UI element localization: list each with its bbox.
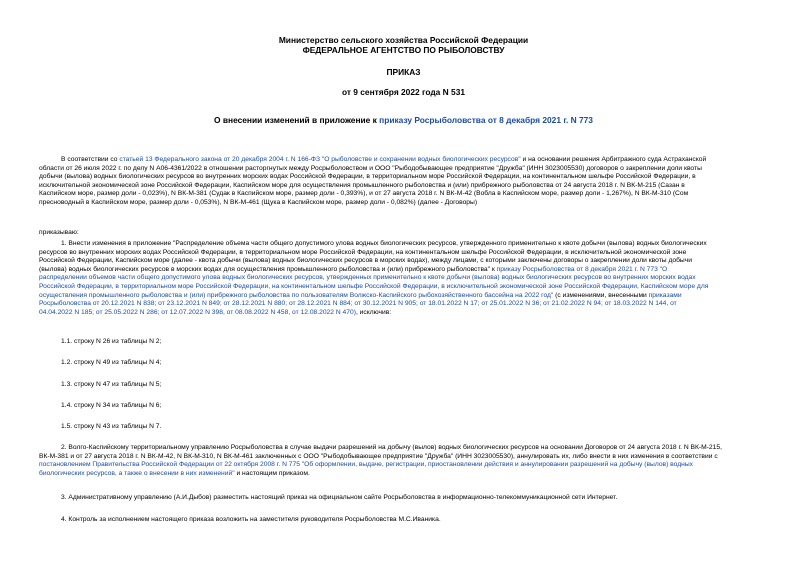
list-item: 1.1. строку N 26 из таблицы N 2; xyxy=(61,338,162,345)
link-amending-orders[interactable]: приказами xyxy=(648,291,682,299)
list-item: 1.4. строку N 34 из таблицы N 6; xyxy=(61,402,162,409)
paragraph-text: и настоящим приказом. xyxy=(234,469,310,477)
preamble-line: исключительной экономической зоне Российской Федерации, Каспийском море для осуществления промышленного рыболовства и (или) прибрежного рыболовства от 24 августа 2018 г. N ВК-М-215 (Сазан в xyxy=(39,181,685,189)
paragraph-3: 3. Административному управлению (А.И.Дыбов) разместить настоящий приказ на официальном сайте Росрыболовства в информационно-телекоммуникационной сети Интернет. xyxy=(61,494,618,501)
link-amending-orders-list[interactable]: Росрыболовства от 20.12.2021 N 838; от 23.12.2021 N 849; от 28.12.2021 N 880; от 28.12.2021 N 884; от 30.12.2021 N 905; от 18.01.2022 N 17; от 25.01.2022 N 36; от 21.02.2022 N 94; от 18.03.2022 N 144, от xyxy=(39,300,677,308)
paragraph-line: 1. Внести изменения в приложение "Распределение объема части общего допустимого улова водных биологических ресурсов, утвержденного применительно к квоте добычи (вылова) водных биологических xyxy=(61,240,707,247)
link-amending-orders-list[interactable]: 04.04.2022 N 185; от 25.05.2022 N 286; от 12.07.2022 N 398, от 08.08.2022 N 458, от 12.08.2022 N 470) xyxy=(39,308,356,316)
paragraph-2 xyxy=(39,444,807,478)
paragraph-text: , исключив: xyxy=(355,308,392,316)
list-item: 1.2. строку N 49 из таблицы N 4; xyxy=(61,359,162,366)
preamble-line: области от 26 июля 2022 г. по делу N А06-4361/2022 в отношении расторгнутых между Росрыболовством и ООО "Рыбодобывающее предприятие "Дружба" (ИНН 3023005530) договоров о закреплении доли квоты xyxy=(39,164,702,172)
preamble-line: добычи (вылова) водных биологических ресурсов во внутренних морских водах Российской Федерации, в территориальном море Российской Федерации, на континентальном шельфе Российской Федерации, в xyxy=(39,173,696,181)
link-law-166fz[interactable]: статьей 13 Федерального закона от 20 декабря 2004 г. N 166-ФЗ "О рыболовстве и сохранении водных биологических ресурсов" xyxy=(119,156,521,163)
title-link-order-773[interactable]: приказу Росрыболовства от 8 декабря 2021 г. N 773 xyxy=(379,115,593,125)
paragraph-text: (с изменениями, внесенными xyxy=(553,291,649,299)
paragraph-line xyxy=(39,309,807,318)
list-item: 1.5. строку N 43 из таблицы N 7. xyxy=(61,423,162,430)
link-order-773[interactable]: приказу Росрыболовства от 8 декабря 2021 г. N 773 "О xyxy=(496,265,668,273)
paragraph-line xyxy=(39,292,807,301)
link-order-773-cont[interactable]: осуществления промышленного рыболовства и (или) прибрежного рыболовства по пользователям Волжско-Каспийского рыбохозяйственного бассейна на 2022 год" xyxy=(39,291,554,299)
document-type: ПРИКАЗ xyxy=(386,67,421,77)
ministry-name: Министерство сельского хозяйства Российской Федерации xyxy=(278,35,529,45)
preamble-line: пресноводный в Каспийском море, размер доли - 0,053%), N ВК-М-461 (Щука в Каспийском море, размер доли - 0,082%) (далее - Договоры) xyxy=(39,198,478,206)
preamble-line: Каспийском море, размер доли - 0,023%), N ВК-М-381 (Судак в Каспийском море, размер доли - 0,393%), и от 27 августа 2018 г. N ВК-М-42 (Вобла в Каспийском море, размер доли - 1,267%), N ВК-М-310 (Сом xyxy=(39,190,689,198)
orders-word: приказываю: xyxy=(39,229,79,236)
link-order-773-cont[interactable]: Российской Федерации, в территориальном море Российской Федерации, на континентальном шельфе Российской Федерации, в исключительной экономической зоне Российской Федерации, Каспийском море для xyxy=(39,282,709,290)
list-item: 1.3. строку N 47 из таблицы N 5; xyxy=(61,381,162,388)
document-date-number: от 9 сентября 2022 года N 531 xyxy=(341,87,466,97)
preamble-text: и на основании решения Арбитражного суда Астраханской xyxy=(520,156,707,163)
paragraph-line: 2. Волго-Каспийскому территориальному управлению Росрыболовства в случае выдачи разрешений на добычу (вылов) водных биологических ресурсов на основании Договоров от 24 августа 2018 г. N ВК-М-215, xyxy=(61,444,722,451)
paragraph-4: 4. Контроль за исполнением настоящего приказа возложить на заместителя руководителя Росрыболовства М.С.Иваника. xyxy=(61,516,441,523)
title-text: О внесении изменений в приложение к xyxy=(214,115,380,125)
paragraph-text: (вылова) водных биологических ресурсов в морских водах для осуществления промышленного рыболовства и (или) прибрежного рыболовства" к xyxy=(39,265,497,273)
link-order-773-cont[interactable]: распределении объемов части общего допустимого улова водных биологических ресурсов, утвержденных применительно к квоте добычи (вылова) водных биологических ресурсов во внутренних морских водах xyxy=(39,274,696,282)
link-government-decree-775[interactable]: постановлением Правительства Российской Федерации от 22 октября 2008 г. N 775 "Об оформлении, выдаче, регистрации, приостановлении действия и аннулировании разрешений на добычу (вылов) водных xyxy=(39,461,693,469)
paragraph-line: ресурсов во внутренних морских водах Российской Федерации, в территориальном море Российской Федерации, на континентальном шельфе Российской Федерации, в исключительной экономической зоне xyxy=(39,248,687,256)
preamble-text: В соответствии со xyxy=(61,156,120,163)
paragraph-line xyxy=(39,470,807,479)
document-title xyxy=(0,115,807,125)
preamble-line xyxy=(39,156,807,165)
paragraph-1 xyxy=(39,240,807,317)
link-government-decree-775-cont[interactable]: биологических ресурсов, а также о внесении в них изменений" xyxy=(39,469,235,477)
paragraph-line: Российской Федерации, Каспийском море (далее - квота добычи (вылова) водных биологических ресурсов в морских водах), между лицами, с которыми заключены договоры о закреплении доли квоты добычи xyxy=(39,257,692,265)
agency-name: ФЕДЕРАЛЬНОЕ АГЕНТСТВО ПО РЫБОЛОВСТВУ xyxy=(302,45,505,55)
paragraph-line: ВК-М-381 и от 27 августа 2018 г. N ВК-М-42, N ВК-М-310, N ВК-М-461 заключенных с ООО "Рыбодобывающее предприятие "Дружба" (ИНН 3023005530), аннулировать их, либо внести в них изменения в соответствии с xyxy=(39,452,718,460)
preamble-paragraph xyxy=(39,156,807,208)
